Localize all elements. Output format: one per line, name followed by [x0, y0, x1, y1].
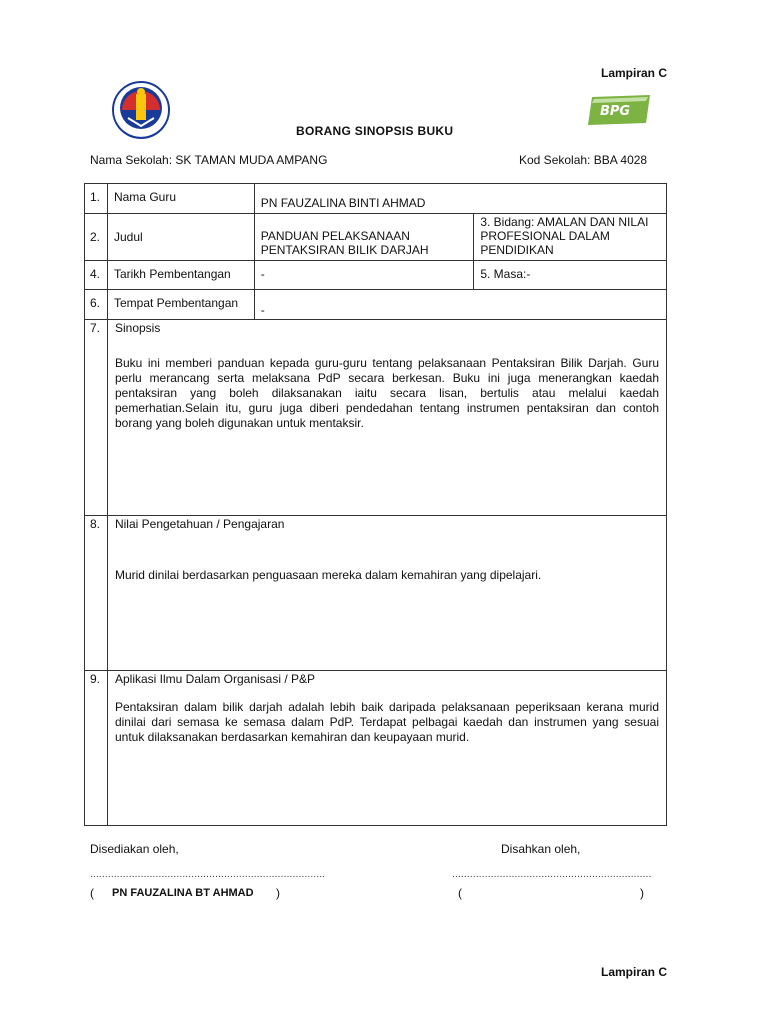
aplikasi-text: Pentaksiran dalam bilik darjah adalah lebih baik daripada pelaksanaan peperiksaan kerana murid dinilai dari semasa ke semasa dalam PdP. Terdapat pelbagai kaedah dan instrumen yang sesuai untuk dilaksanakan berdasarkan kemahiran dan keupayaan murid.	[114, 700, 659, 744]
row-number: 7.	[85, 320, 108, 516]
row-judul	[85, 214, 667, 261]
prepared-by-label: Disediakan oleh,	[90, 842, 179, 856]
approved-close-paren: )	[640, 886, 644, 900]
row-number: 9.	[85, 671, 108, 826]
bpg-logo	[586, 93, 652, 127]
form-title: BORANG SINOPSIS BUKU	[296, 124, 454, 138]
approved-signature-line: ...................................................................	[452, 869, 652, 880]
prepared-open-paren: (	[90, 886, 94, 900]
nama-guru-value: PN FAUZALINA BINTI AHMAD	[254, 184, 666, 214]
sinopsis-text: Buku ini memberi panduan kepada guru-guru tentang pelaksanaan Pentaksiran Bilik Darjah. Guru perlu merancang serta melaksana PdP secara berkesan. Buku ini juga menerangkan kaedah pentaksiran yang boleh dilaksanakan iaitu secara lisan, bertulis atau melalui kaedah pemerhatian.Selain itu, guru juga diberi pendedahan tentang instrumen pentaksiran dan contoh borang yang boleh digunakan untuk mentaksir.	[114, 356, 659, 430]
prepared-close-paren: )	[276, 886, 280, 900]
row-number: 8.	[85, 516, 108, 671]
row-nama-guru	[85, 184, 667, 214]
tempat-label: Tempat Pembentangan	[107, 290, 254, 320]
school-name: Nama Sekolah: SK TAMAN MUDA AMPANG	[90, 153, 328, 167]
tarikh-value: -	[254, 261, 474, 290]
judul-label: Judul	[107, 214, 254, 261]
school-code: Kod Sekolah: BBA 4028	[519, 153, 648, 167]
tempat-value: -	[254, 290, 666, 320]
masa-value: 5. Masa:-	[474, 261, 667, 290]
aplikasi-label: Aplikasi Ilmu Dalam Organisasi / P&P	[114, 672, 316, 686]
synopsis-form-table	[84, 183, 667, 826]
row-number: 4.	[85, 261, 108, 290]
row-number: 6.	[85, 290, 108, 320]
row-aplikasi	[85, 671, 667, 826]
kpm-logo	[108, 80, 174, 142]
row-number: 2.	[85, 214, 108, 261]
prepared-signature-line: ...............................................................................	[90, 869, 326, 880]
nilai-label: Nilai Pengetahuan / Pengajaran	[114, 517, 285, 531]
nama-guru-label: Nama Guru	[107, 184, 254, 214]
row-number: 1.	[85, 184, 108, 214]
row-tarikh	[85, 261, 667, 290]
bpg-logo-text: BPG	[600, 104, 631, 119]
row-nilai	[85, 516, 667, 671]
judul-value: PANDUAN PELAKSANAAN PENTAKSIRAN BILIK DARJAH	[254, 214, 474, 261]
row-tempat	[85, 290, 667, 320]
approved-open-paren: (	[458, 886, 462, 900]
bidang-value: 3. Bidang: AMALAN DAN NILAI PROFESIONAL DALAM PENDIDIKAN	[474, 214, 667, 261]
bpg-logo-graphic	[586, 93, 652, 127]
row-sinopsis	[85, 320, 667, 516]
kpm-logo-graphic	[108, 80, 174, 142]
approved-by-label: Disahkan oleh,	[501, 842, 581, 856]
lampiran-label-bottom: Lampiran C	[601, 965, 668, 979]
nilai-text: Murid dinilai berdasarkan penguasaan mereka dalam kemahiran yang dipelajari.	[114, 568, 542, 582]
tarikh-label: Tarikh Pembentangan	[107, 261, 254, 290]
sinopsis-label: Sinopsis	[114, 321, 161, 335]
prepared-name: PN FAUZALINA BT AHMAD	[112, 887, 254, 899]
lampiran-label-top: Lampiran C	[601, 66, 668, 80]
